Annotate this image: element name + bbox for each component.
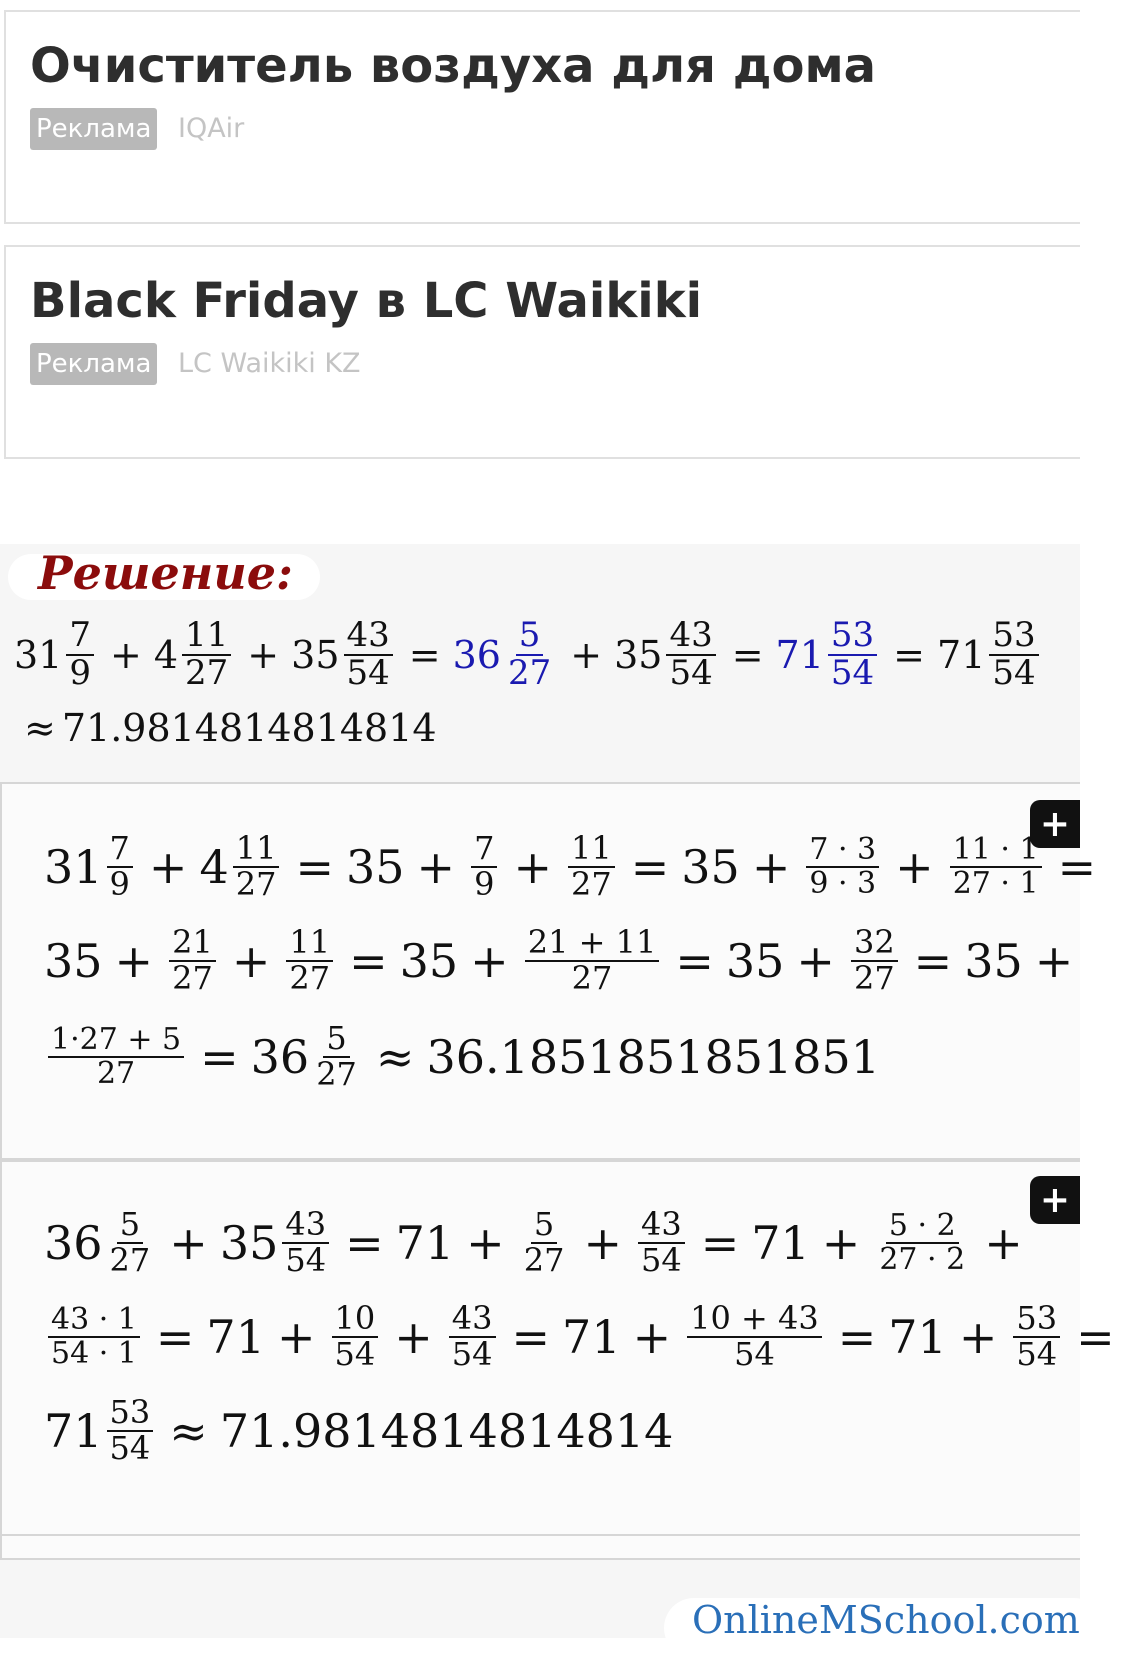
summary-fraction: $\frac{43}{54}$: [666, 618, 715, 691]
fraction: $\frac{5}{27}$: [316, 1019, 357, 1093]
fraction: $\frac{32}{27}$: [851, 926, 898, 995]
ad-card-lcwaikiki[interactable]: [4, 245, 1080, 459]
operator: =: [1076, 1309, 1115, 1364]
fraction: 5 27: [109, 1205, 151, 1279]
ad-card-iqair[interactable]: [4, 10, 1080, 224]
operator: =: [913, 933, 953, 988]
summary-result-whole: 71: [937, 632, 986, 677]
fraction: $\frac{43}{54}$: [282, 1208, 329, 1277]
ad-title[interactable]: Black Friday в LC Waikiki: [30, 273, 703, 329]
operator: +: [114, 933, 154, 988]
step2-line-2: [44, 1299, 1127, 1373]
summary-equals: =: [408, 632, 441, 677]
summary-whole: 31: [14, 632, 63, 677]
operator: +: [632, 1309, 672, 1364]
fraction: $\frac{21}{27}$: [169, 926, 216, 995]
fraction: $\frac{43}{54}$: [638, 1208, 685, 1277]
step-block-1: [0, 782, 1097, 1160]
summary-decimal-value: 71.9814814814814: [61, 706, 437, 750]
summary-fraction: 7 9: [66, 618, 94, 691]
term: 71: [395, 1215, 455, 1270]
mixed-whole: 31: [44, 839, 103, 894]
operator: +: [513, 839, 552, 894]
operator: =: [675, 933, 714, 988]
fraction: $\frac{5 \cdot 2}{27 \cdot 2}$: [879, 1208, 966, 1277]
summary-equals: =: [731, 632, 764, 677]
step1-line-1: [44, 829, 1108, 903]
solution-heading: [8, 546, 320, 600]
operator: +: [751, 839, 791, 894]
approx-sign: ≈: [169, 1403, 208, 1458]
operator: +: [583, 1215, 622, 1270]
summary-whole: 35: [291, 632, 340, 677]
operator: +: [984, 1215, 1023, 1270]
term: 35: [681, 839, 740, 894]
operator: =: [1057, 839, 1097, 894]
fraction: $\frac{7 \cdot 3}{9 \cdot 3}$: [806, 834, 879, 899]
operator: +: [416, 839, 456, 894]
solution-summary: [14, 615, 1043, 693]
summary-fraction: 11 27: [182, 618, 231, 691]
fraction: $\frac{1\cdot 27 + 5}{27}$: [48, 1024, 184, 1089]
summary-intermediate-fraction: 5 27: [507, 615, 552, 693]
operator: =: [837, 1309, 877, 1364]
operator: +: [466, 1215, 505, 1270]
operator: +: [895, 839, 934, 894]
operator: +: [1034, 933, 1074, 988]
operator: =: [295, 839, 334, 894]
expand-step-button[interactable]: +: [1030, 800, 1080, 848]
solution-heading-text: Решение:: [38, 546, 294, 600]
approx-sign: ≈: [375, 1029, 415, 1084]
ad-badge: Реклама: [30, 108, 157, 150]
term: 35: [346, 839, 405, 894]
fraction: $\frac{11}{27}$: [568, 832, 615, 901]
summary-equals: =: [893, 632, 926, 677]
fraction: $\frac{10 + 43}{54}$: [687, 1302, 822, 1371]
mixed-whole: 36: [44, 1215, 103, 1270]
summary-whole: 4: [153, 632, 179, 677]
operator: +: [231, 933, 271, 988]
summary-intermediate-fraction: $\frac{53}{54}$: [828, 618, 877, 691]
step-block-2: [0, 1160, 1115, 1536]
operator: +: [276, 1309, 316, 1364]
mixed-whole: 4: [199, 839, 229, 894]
step2-line-3: [44, 1393, 674, 1467]
fraction: $\frac{21 + 11}{27}$: [525, 926, 660, 995]
step1-line-2: [44, 923, 1085, 997]
operator: +: [394, 1309, 433, 1364]
term: 35: [44, 933, 103, 988]
term: 35: [964, 933, 1023, 988]
summary-result-fraction: 53 54: [989, 618, 1038, 691]
ad-title[interactable]: Очиститель воздуха для дома: [30, 38, 877, 94]
operator: =: [511, 1309, 551, 1364]
ad-badge: Реклама: [30, 343, 157, 385]
term: 71: [206, 1309, 265, 1364]
operator: =: [630, 839, 670, 894]
step2-line-1: [44, 1205, 1035, 1279]
mixed-whole: 35: [219, 1215, 279, 1270]
fraction: $\frac{43 \cdot 1}{54 \cdot 1}$: [48, 1304, 140, 1369]
ad-source: LC Waikiki KZ: [178, 348, 361, 379]
fraction: 7 9: [107, 832, 133, 901]
operator: +: [821, 1215, 861, 1270]
fraction: $\frac{53}{54}$: [1013, 1302, 1060, 1371]
term: 71: [562, 1309, 621, 1364]
site-logo-text[interactable]: OnlineMSchool.com: [692, 1598, 1080, 1642]
fraction: $\frac{43}{54}$: [449, 1302, 496, 1371]
operator: =: [345, 1215, 384, 1270]
expand-step-button[interactable]: +: [1030, 1176, 1080, 1224]
fraction: $\frac{10}{54}$: [332, 1302, 379, 1371]
summary-intermediate-whole: 71: [775, 632, 824, 677]
summary-operator: +: [570, 632, 603, 677]
term: 35: [399, 933, 459, 988]
fraction: $\frac{5}{27}$: [523, 1205, 565, 1279]
operator: =: [155, 1309, 195, 1364]
site-logo[interactable]: [664, 1598, 1104, 1658]
summary-fraction: $\frac{43}{54}$: [344, 618, 393, 691]
fraction: $\frac{7}{9}$: [471, 832, 497, 901]
summary-operator: +: [110, 632, 142, 677]
operator: =: [700, 1215, 740, 1270]
operator: +: [958, 1309, 998, 1364]
fraction: $\frac{11 \cdot 1}{27 \cdot 1}$: [950, 834, 1042, 899]
decimal-result: 36.1851851851851: [426, 1029, 881, 1084]
summary-intermediate-whole: 36: [452, 632, 501, 677]
decimal-result: 71.9814814814814: [219, 1403, 674, 1458]
approx-sign: ≈: [24, 706, 56, 750]
operator: =: [200, 1029, 239, 1084]
operator: +: [169, 1215, 208, 1270]
operator: =: [349, 933, 388, 988]
summary-whole: 35: [614, 632, 663, 677]
operator: +: [796, 933, 835, 988]
operator: +: [148, 839, 188, 894]
mixed-whole: 36: [250, 1029, 310, 1084]
bottom-divider: [0, 1536, 1080, 1560]
fraction: $\frac{11}{27}$: [233, 832, 280, 901]
fraction: $\frac{11}{27}$: [286, 926, 333, 995]
term: 71: [751, 1215, 810, 1270]
term: 35: [725, 933, 785, 988]
ad-source: IQAir: [178, 113, 245, 144]
summary-operator: +: [247, 632, 280, 677]
fraction: $\frac{53}{54}$: [107, 1396, 154, 1465]
operator: +: [470, 933, 509, 988]
mixed-whole: 71: [44, 1403, 103, 1458]
step1-line-3: [44, 1019, 881, 1093]
summary-decimal: [24, 706, 437, 750]
term: 71: [888, 1309, 947, 1364]
